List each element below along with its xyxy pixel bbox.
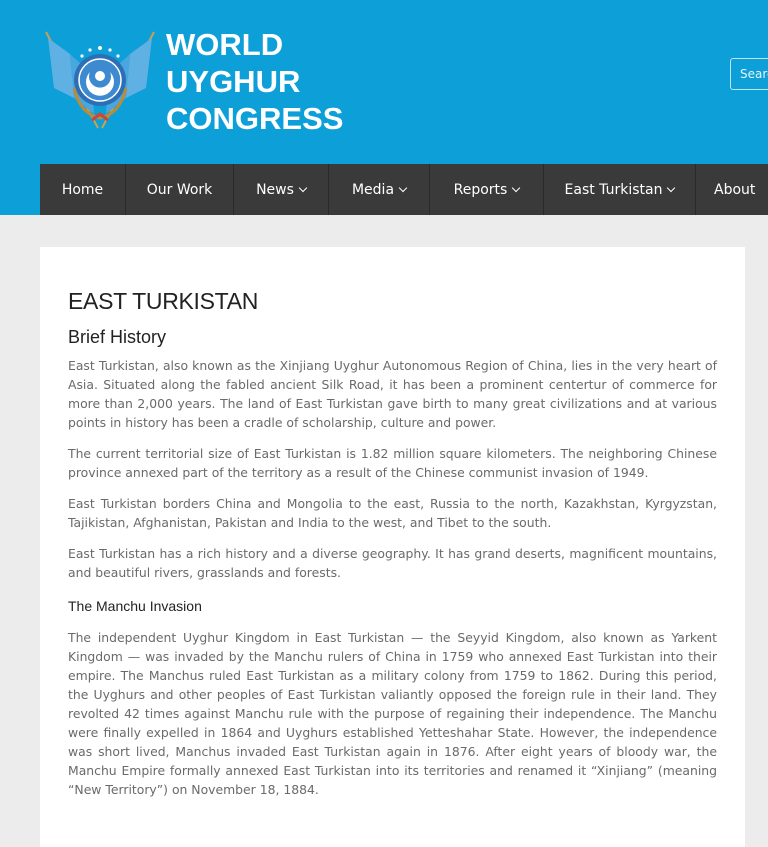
article-card <box>40 247 745 847</box>
nav-item-label: About <box>714 181 756 198</box>
nav-item-label: Our Work <box>146 181 213 198</box>
page-title: EAST TURKISTAN <box>68 288 259 314</box>
logo-line: UYGHUR <box>166 64 301 99</box>
nav-item-label: Reports <box>453 181 508 198</box>
logo-line: CONGRESS <box>166 101 344 136</box>
article-paragraph: The independent Uyghur Kingdom in East Turkistan — the Seyyid Kingdom, also known as Yarkent Kingdom — was invaded by the Manchu rulers of China in 1759 who annexed East Turkistan into their empire. The Manchus ruled East Turkistan as a military colony from 1759 to 1862. During this period, the Uyghurs and other peoples of East Turkistan valiantly opposed the foreign rule in their land. They revolted 42 times against Manchu rule with the purpose of regaining their independence. The Manchu were finally expelled in 1864 and Uyghurs established Yetteshahar State. However, the independence was short lived, Manchus invaded East Turkistan again in 1876. After eight years of bloody war, the Manchu Empire formally annexed East Turkistan into its territories and renamed it “Xinjiang” (meaning “New Territory”) on November 18, 1884. <box>68 630 717 797</box>
main-nav <box>40 164 768 215</box>
article-paragraph: East Turkistan has a rich history and a diverse geography. It has grand deserts, magnificent mountains, and beautiful rivers, grasslands and forests. <box>68 546 717 580</box>
article-content <box>68 285 717 799</box>
nav-item-east-turkistan[interactable] <box>544 164 696 215</box>
nav-item-media[interactable] <box>329 164 430 215</box>
chevron-down-icon <box>512 183 520 191</box>
nav-item-label: Home <box>61 181 104 198</box>
nav-item-label: East Turkistan <box>564 181 663 198</box>
nav-item-home[interactable] <box>40 164 126 215</box>
chevron-down-icon <box>667 183 675 191</box>
nav-item-reports[interactable] <box>430 164 544 215</box>
nav-item-label: Media <box>351 181 395 198</box>
search-input[interactable] <box>730 58 768 90</box>
nav-item-about[interactable] <box>696 164 768 215</box>
article-paragraph: East Turkistan borders China and Mongolia to the east, Russia to the north, Kazakhstan, Kyrgyzstan, Tajikistan, Afghanistan, Pakistan and India to the west, and Tibet to the south. <box>68 496 717 530</box>
article-paragraph: East Turkistan, also known as the Xinjiang Uyghur Autonomous Region of China, lies in the very heart of Asia. Situated along the fabled ancient Silk Road, it has been a prominent centertur of commerce for more than 2,000 years. The land of East Turkistan gave birth to many great civilizations and at various points in history has been a cradle of scholarship, culture and power. <box>68 358 717 430</box>
logo-line: WORLD <box>166 27 284 62</box>
article-paragraph: The current territorial size of East Turkistan is 1.82 million square kilometers. The neighboring Chinese province annexed part of the territory as a result of the Chinese communist invasion of 1949. <box>68 446 717 480</box>
nav-item-news[interactable] <box>234 164 329 215</box>
site-logo-text[interactable] <box>166 26 343 137</box>
section-heading: The Manchu Invasion <box>68 598 202 614</box>
chevron-down-icon <box>399 183 407 191</box>
nav-item-label: News <box>256 181 294 198</box>
article-subtitle: Brief History <box>68 327 167 347</box>
chevron-down-icon <box>299 183 307 191</box>
logo-emblem-icon[interactable] <box>40 28 160 134</box>
nav-item-our-work[interactable] <box>126 164 234 215</box>
